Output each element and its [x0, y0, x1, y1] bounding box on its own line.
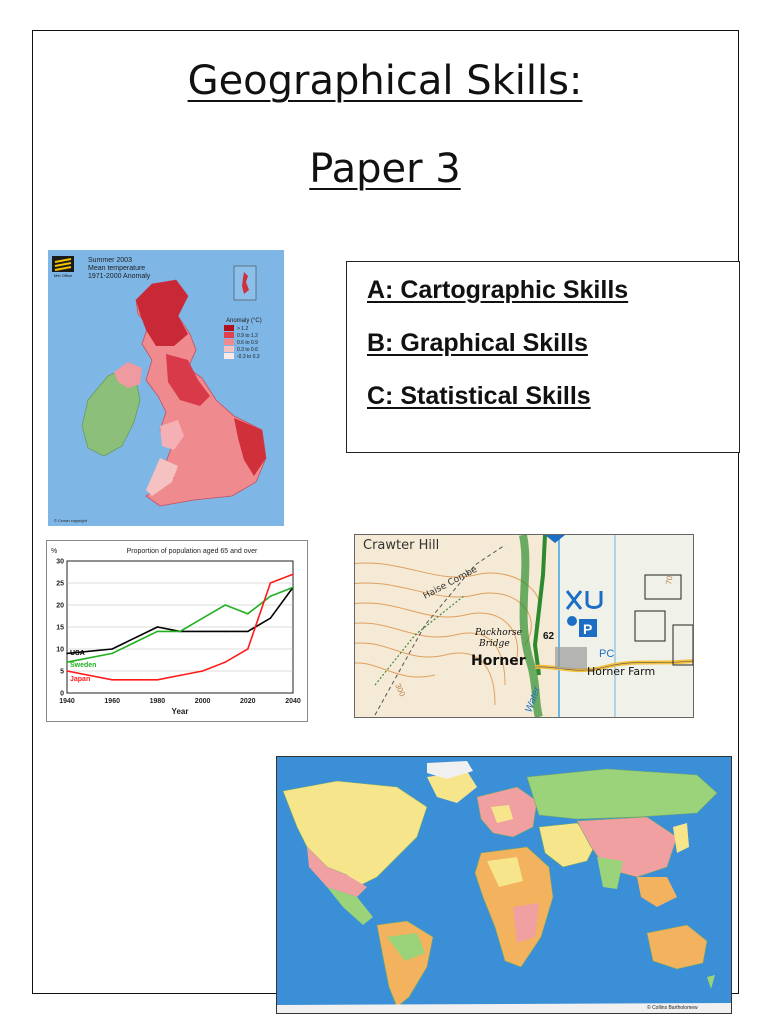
- data-point: [157, 679, 159, 681]
- y-tick-label: 15: [56, 624, 64, 632]
- legend-item: > 1.2: [237, 326, 249, 332]
- map-title-line-1: Summer 2003: [88, 257, 132, 264]
- world-political-map: [276, 756, 732, 1014]
- map-label: 62: [543, 631, 555, 642]
- map-label: PC: [599, 648, 615, 660]
- y-tick-label: 20: [56, 602, 64, 610]
- map-label: 300: [393, 682, 407, 698]
- map-label: Horner: [471, 653, 526, 669]
- x-tick-label: 2020: [240, 698, 256, 705]
- population-chart: [46, 540, 308, 722]
- data-point: [111, 648, 113, 650]
- section-statistical: C: Statistical Skills: [367, 382, 591, 410]
- data-point: [247, 648, 249, 650]
- data-point: [179, 631, 181, 633]
- section-cartographic: A: Cartographic Skills: [367, 276, 629, 304]
- data-point: [111, 679, 113, 681]
- logo-text: Met Office: [53, 273, 73, 278]
- series-label: Sweden: [70, 662, 97, 669]
- legend-item: 0.9 to 1.2: [237, 333, 258, 339]
- map-label: Haise Combe: [421, 564, 480, 602]
- map-label: Horner Farm: [587, 665, 656, 678]
- data-point: [224, 631, 226, 633]
- y-tick-label: 30: [56, 558, 64, 566]
- series-label: USA: [70, 650, 85, 657]
- data-point: [247, 631, 249, 633]
- data-point: [111, 653, 113, 655]
- section-graphical: B: Graphical Skills: [367, 329, 588, 357]
- sections-box: [346, 261, 740, 453]
- map-label: 70: [664, 575, 675, 586]
- y-tick-label: 5: [60, 668, 64, 676]
- chart-title: Proportion of population aged 65 and over: [126, 548, 258, 555]
- data-point: [292, 587, 294, 589]
- y-tick-label: 0: [60, 690, 64, 698]
- page-title: Geographical Skills:: [187, 58, 583, 104]
- legend-item: 0.6 to 0.9: [237, 340, 258, 346]
- data-point: [157, 631, 159, 633]
- x-tick-label: 1960: [104, 698, 120, 705]
- data-point: [224, 604, 226, 606]
- x-tick-label: 1980: [149, 698, 166, 705]
- data-point: [202, 631, 204, 633]
- legend-title: Anomaly (°C): [226, 318, 262, 324]
- data-point: [202, 617, 204, 619]
- world-map-copyright: © Collins Bartholomew: [647, 1005, 698, 1011]
- map-copyright: © Crown copyright: [54, 518, 87, 523]
- svg-text:P: P: [583, 621, 593, 637]
- data-point: [66, 670, 68, 672]
- data-point: [157, 626, 159, 628]
- legend-item: 0.3 to 0.6: [237, 347, 258, 353]
- map-label: Bridge: [479, 639, 510, 649]
- x-tick-label: 2000: [194, 698, 211, 705]
- data-point: [202, 670, 204, 672]
- data-point: [179, 675, 181, 677]
- data-point: [270, 595, 272, 597]
- x-axis-label: Year: [171, 707, 189, 716]
- map-label: Water: [523, 685, 543, 715]
- legend-item: -0.3 to 0.3: [237, 354, 260, 360]
- x-tick-label: 1940: [59, 698, 75, 705]
- y-tick-label: 25: [56, 580, 64, 588]
- data-point: [224, 661, 226, 663]
- data-point: [292, 573, 294, 575]
- x-tick-label: 2040: [285, 698, 301, 705]
- page-subtitle: Paper 3: [309, 146, 461, 192]
- uk-temperature-map: [48, 250, 284, 526]
- y-tick-label: 10: [56, 646, 64, 654]
- map-label: Packhorse: [475, 628, 522, 638]
- map-label: Crawter Hill: [363, 538, 440, 553]
- map-title-line-2: Mean temperature: [88, 265, 146, 272]
- data-point: [270, 582, 272, 584]
- data-point: [66, 661, 68, 663]
- data-point: [66, 653, 68, 655]
- y-axis-label: %: [51, 548, 58, 555]
- map-title-line-3: 1971-2000 Anomaly: [88, 273, 151, 280]
- data-point: [247, 613, 249, 615]
- series-label: Japan: [70, 676, 91, 683]
- data-point: [270, 617, 272, 619]
- os-map-extract: [354, 534, 694, 718]
